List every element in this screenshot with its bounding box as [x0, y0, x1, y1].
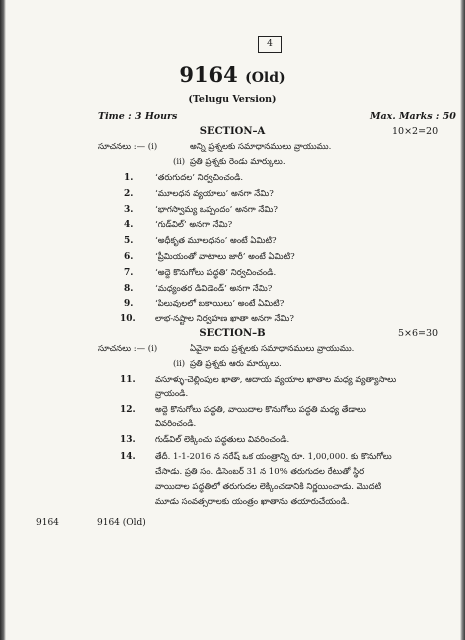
- question-text: ‘అద్దె కొనుగోలు పద్ధతి’ నిర్వచించండి.: [155, 268, 277, 278]
- section-a-title: SECTION–A: [199, 126, 266, 137]
- question-text: ‘పిలువులలో బకాయిలు’ అంటే ఏమిటి?: [155, 299, 285, 309]
- question-text: లాభ-నష్టాల నిర్వహణ ఖాతా అనగా నేమి?: [155, 314, 294, 324]
- section-b-instr-2: ప్రతి ప్రశ్నకు ఆరు మార్కులు.: [190, 359, 282, 369]
- question-text: గుడ్‌విల్ లెక్కించు పద్ధతులు వివరించండి.: [155, 435, 290, 445]
- question-text: వ్రాయండి.: [155, 389, 189, 399]
- question-number: 8.: [124, 284, 134, 294]
- question-number: 14.: [120, 452, 136, 462]
- footer-code-left: 9164: [36, 518, 59, 528]
- question-text: మూడు సంవత్సరాలకు యంత్రం ఖాతాను తయారుచేయండి.: [155, 497, 350, 507]
- question-number: 10.: [120, 314, 136, 324]
- section-a-instr-2: ప్రతి ప్రశ్నకు రెండు మార్కులు.: [190, 157, 286, 167]
- section-a-instr-label: సూచనలు :— (i): [98, 142, 158, 152]
- question-number: 11.: [120, 375, 136, 385]
- question-text: ‘భాగస్వామ్య ఒప్పందం’ అనగా నేమి?: [155, 205, 278, 215]
- question-number: 7.: [124, 268, 134, 278]
- paper-code-suffix: (Old): [245, 70, 286, 86]
- question-number: 2.: [124, 189, 134, 199]
- question-number: 3.: [124, 205, 134, 215]
- section-a-instr-1: అన్ని ప్రశ్నలకు సమాధానములు వ్రాయుము.: [190, 142, 332, 152]
- question-number: 4.: [124, 220, 134, 230]
- question-number: 5.: [124, 236, 134, 246]
- question-text: ‘అధీకృత మూలధనం’ అంటే ఏమిటి?: [155, 236, 277, 246]
- question-text: అద్దె కొనుగోలు పద్ధతి, వాయిదాల కొనుగోలు పద్ధతి మధ్య తేడాలు: [155, 405, 366, 415]
- question-text: ‘గుడ్‌విల్’ అనగా నేమి?: [155, 220, 233, 230]
- question-text: తేదీ. 1-1-2016 న నరేష్ ఒక యంత్రాన్ని రూ. 1,00,000. కు కొనుగోలు: [155, 452, 392, 462]
- section-b-instr-2-label: (ii): [173, 359, 186, 369]
- question-text: చేసాడు. ప్రతి సం. డిసెంబర్ 31 న 10% తరుగుదల రేటుతో స్థిర: [155, 467, 365, 477]
- question-text: వివరించండి.: [155, 419, 197, 429]
- question-text: ‘మూలధన వ్యయాలు’ అనగా నేమి?: [155, 189, 274, 199]
- section-a-instr-2-label: (ii): [173, 157, 186, 167]
- paper-code-title: [0, 62, 465, 87]
- question-text: ‘తరుగుదల’ నిర్వచించండి.: [155, 173, 244, 183]
- question-number: 12.: [120, 405, 136, 415]
- question-text: ‘ప్రీమియంతో వాటాలు జారీ’ అంటే ఏమిటి?: [155, 252, 295, 262]
- max-marks: Max. Marks : 50: [370, 111, 456, 122]
- section-b-title: SECTION–B: [199, 328, 266, 339]
- question-text: వసూళ్ళు-చెల్లింపుల ఖాతా, ఆదాయ వ్యయాల ఖాతాల మధ్య వ్యత్యాసాలు: [155, 375, 397, 385]
- question-number: 1.: [124, 173, 134, 183]
- section-b-instr-1: ఏవైనా ఐదు ప్రశ్నలకు సమాధానములు వ్రాయుము.: [190, 344, 355, 354]
- section-b-marks: 5×6=30: [398, 328, 439, 339]
- section-b-instr-label: సూచనలు :— (i): [98, 344, 158, 354]
- question-number: 6.: [124, 252, 134, 262]
- time-allowed: Time : 3 Hours: [98, 111, 178, 122]
- question-text: ‘మధ్యంతర డివిడెండ్’ అనగా నేమి?: [155, 284, 273, 294]
- paper-code: 9164: [179, 62, 238, 87]
- section-a-marks: 10×2=20: [392, 126, 439, 137]
- question-number: 9.: [124, 299, 134, 309]
- page-number-box: 4: [258, 36, 282, 53]
- language-version: (Telugu Version): [188, 94, 277, 105]
- question-number: 13.: [120, 435, 136, 445]
- footer-code-center: 9164 (Old): [97, 518, 146, 528]
- question-text: వాయిదాల పద్ధతిలో తరుగుదల లెక్కించడానికి నిర్ణయించాడు. మొదటి: [155, 482, 382, 492]
